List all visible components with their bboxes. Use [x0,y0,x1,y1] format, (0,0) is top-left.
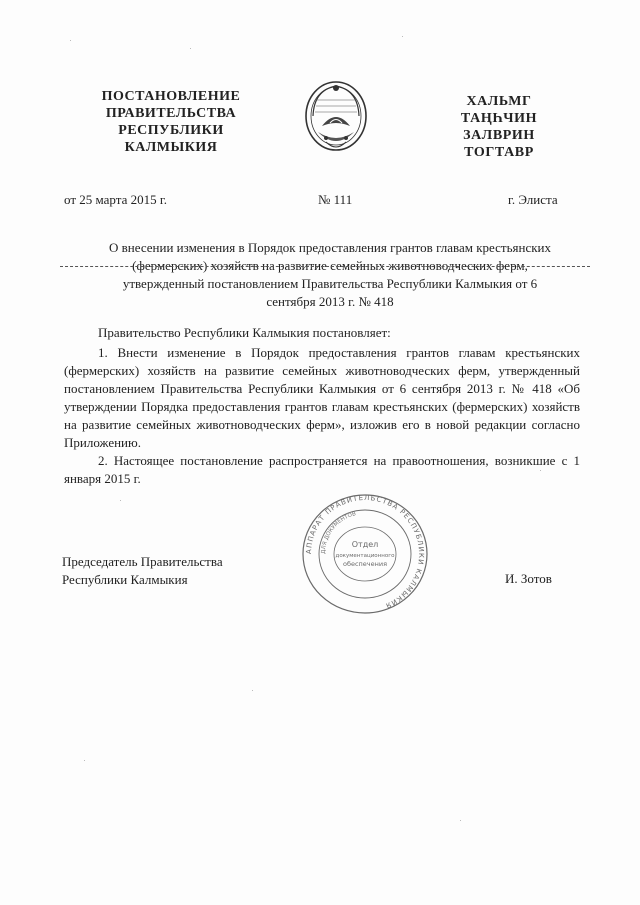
header-right-line: ТОГТАВР [464,145,534,160]
signatory-position [62,553,223,589]
scan-speck [540,470,541,471]
header-right-line: ЗАЛВРИН [463,128,535,143]
stamp-center-line: обеспечения [342,560,388,568]
scan-speck [120,500,121,501]
scan-speck [460,820,461,821]
header-left-title [96,88,246,156]
header-right-line: ХАЛЬМГ [466,94,532,109]
header-left-line: ПРАВИТЕЛЬСТВА [105,106,237,121]
body-item-1: 1. Внести изменение в Порядок предоставления грантов главам крестьянских (фермерских) хозяйств на развитие семейных животноводческих ферм, утвержденный постановлением Правительства Республики Калмыкия от 6 сентября 2013 г. № 418 «Об утверждении Порядка предоставления грантов главам крестьянских (фермерских) хозяйств на развитие семейных животноводческих ферм», изложив его в новой редакции согласно Приложению. [64,345,580,450]
header-right-title [452,93,546,161]
signatory-position-line: Председатель Правительства [62,554,223,569]
header-left-line: КАЛМЫКИЯ [124,140,218,155]
scan-artifact-line [60,266,590,267]
kalmykia-coat-of-arms-icon [300,76,372,156]
scan-speck [190,48,191,49]
title-line: О внесении изменения в Порядок предоставления грантов главам крестьянских [109,240,551,255]
body-intro: Правительство Республики Калмыкия постановляет: [98,325,391,340]
header-right-line: ТАҢҺЧИН [460,111,538,126]
signatory-name: И. Зотов [505,571,552,586]
scan-speck [84,760,85,761]
scan-speck [70,40,71,41]
stamp-center-line: Отдел [351,540,379,549]
body-item-2: 2. Настоящее постановление распространяется на правоотношения, возникшие с 1 января 2015 г. [64,453,580,486]
office-stamp [300,492,430,616]
document-body [64,324,580,488]
document-title [70,239,590,311]
stamp-ring-text: АППАРАТ ПРАВИТЕЛЬСТВА РЕСПУБЛИКИ КАЛМЫКИЯ [304,493,426,610]
document-date: от 25 марта 2015 г. [64,192,167,207]
stamp-inner-text: ДЛЯ ДОКУМЕНТОВ [320,511,357,555]
stamp-center-line: документационного [335,553,395,559]
scan-speck [252,690,253,691]
title-line: (фермерских) хозяйств на развитие семейных животноводческих ферм, [132,258,528,273]
signatory-position-line: Республики Калмыкия [62,572,188,587]
document-city: г. Элиста [508,192,558,207]
header-left-line: РЕСПУБЛИКИ [118,123,224,138]
title-line: утвержденный постановлением Правительства Республики Калмыкия от 6 [122,276,538,291]
scan-speck [402,36,403,37]
title-line: сентября 2013 г. № 418 [266,294,394,309]
header-left-line: ПОСТАНОВЛЕНИЕ [101,89,241,104]
document-number: № 111 [318,192,353,207]
